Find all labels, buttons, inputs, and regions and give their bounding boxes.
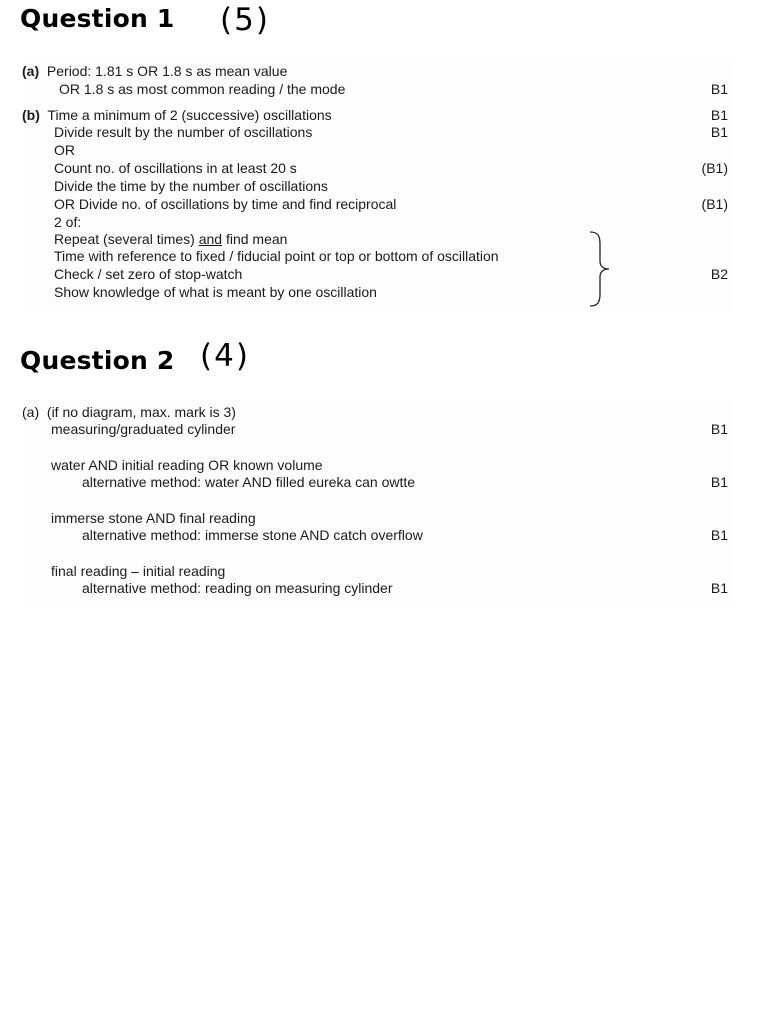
q1b-brace-mark: B2: [710, 266, 728, 282]
q2a-item-1: measuring/graduated cylinder: [51, 421, 236, 437]
question-2-mark-scheme: [22, 400, 732, 606]
q2a-item-2: water AND initial reading OR known volume: [51, 457, 323, 473]
q2a-item-3: immerse stone AND final reading: [51, 510, 256, 526]
q2a-item-2-alt: alternative method: water AND filled eureka can owtte: [82, 474, 416, 490]
q1b-repeat-pre: Repeat (several times): [54, 231, 199, 247]
q1b-repeat-underlined: and: [198, 231, 223, 247]
q2a-line-1: [22, 404, 236, 421]
q1a-label: (a): [22, 63, 40, 79]
q1a-line-2: OR 1.8 s as most common reading / the mode: [59, 81, 346, 97]
question-1-total-mark: (5): [220, 2, 270, 38]
q1b-mark-1: B1: [710, 107, 728, 123]
q1b-text-7: 2 of:: [54, 214, 82, 230]
q1b-text-4: Count no. of oscillations in at least 20 s: [54, 160, 297, 176]
q1a-mark: B1: [710, 81, 728, 97]
q1b-text-1: Time a minimum of 2 (successive) oscillations: [47, 107, 332, 123]
q2a-note: (if no diagram, max. mark is 3): [46, 404, 236, 420]
q2a-item-4: final reading – initial reading: [51, 563, 226, 579]
question-2-title: Question 2: [20, 346, 175, 375]
q1b-label: (b): [22, 107, 40, 123]
question-1-mark-scheme: [22, 60, 732, 312]
q1b-repeat-post: find mean: [222, 231, 288, 247]
q1b-line-1: [22, 107, 332, 124]
q1b-repeat-line: [54, 231, 287, 248]
q1b-list-2: Check / set zero of stop-watch: [54, 266, 243, 282]
q1b-mark-3: (B1): [701, 160, 728, 176]
q2a-item-3-alt: alternative method: immerse stone AND catch overflow: [82, 527, 423, 543]
q1b-text-3: OR: [54, 142, 75, 158]
q1b-text-6: OR Divide no. of oscillations by time and find reciprocal: [54, 196, 397, 212]
q1b-text-5: Divide the time by the number of oscillations: [54, 178, 328, 194]
q1b-mark-4: (B1): [701, 196, 728, 212]
q2a-item-3-mark: B1: [710, 527, 728, 543]
q1b-list-1: Time with reference to fixed / fiducial point or top or bottom of oscillation: [54, 248, 499, 264]
q1a-line-1: [22, 63, 287, 80]
curly-brace-icon: [588, 230, 612, 308]
q2a-item-4-mark: B1: [710, 580, 728, 596]
question-1-title: Question 1: [20, 4, 175, 33]
question-2-total-mark: (4): [200, 338, 250, 374]
q2a-item-4-alt: alternative method: reading on measuring cylinder: [82, 580, 393, 596]
q2a-item-1-mark: B1: [710, 421, 728, 437]
q1b-text-2: Divide result by the number of oscillations: [54, 124, 313, 140]
q1b-mark-2: B1: [710, 124, 728, 140]
q2a-label: (a): [22, 404, 40, 420]
q1a-period-text: Period: 1.81 s OR 1.8 s as mean value: [46, 63, 288, 79]
q1b-list-3: Show knowledge of what is meant by one oscillation: [54, 284, 377, 300]
q2a-item-2-mark: B1: [710, 474, 728, 490]
